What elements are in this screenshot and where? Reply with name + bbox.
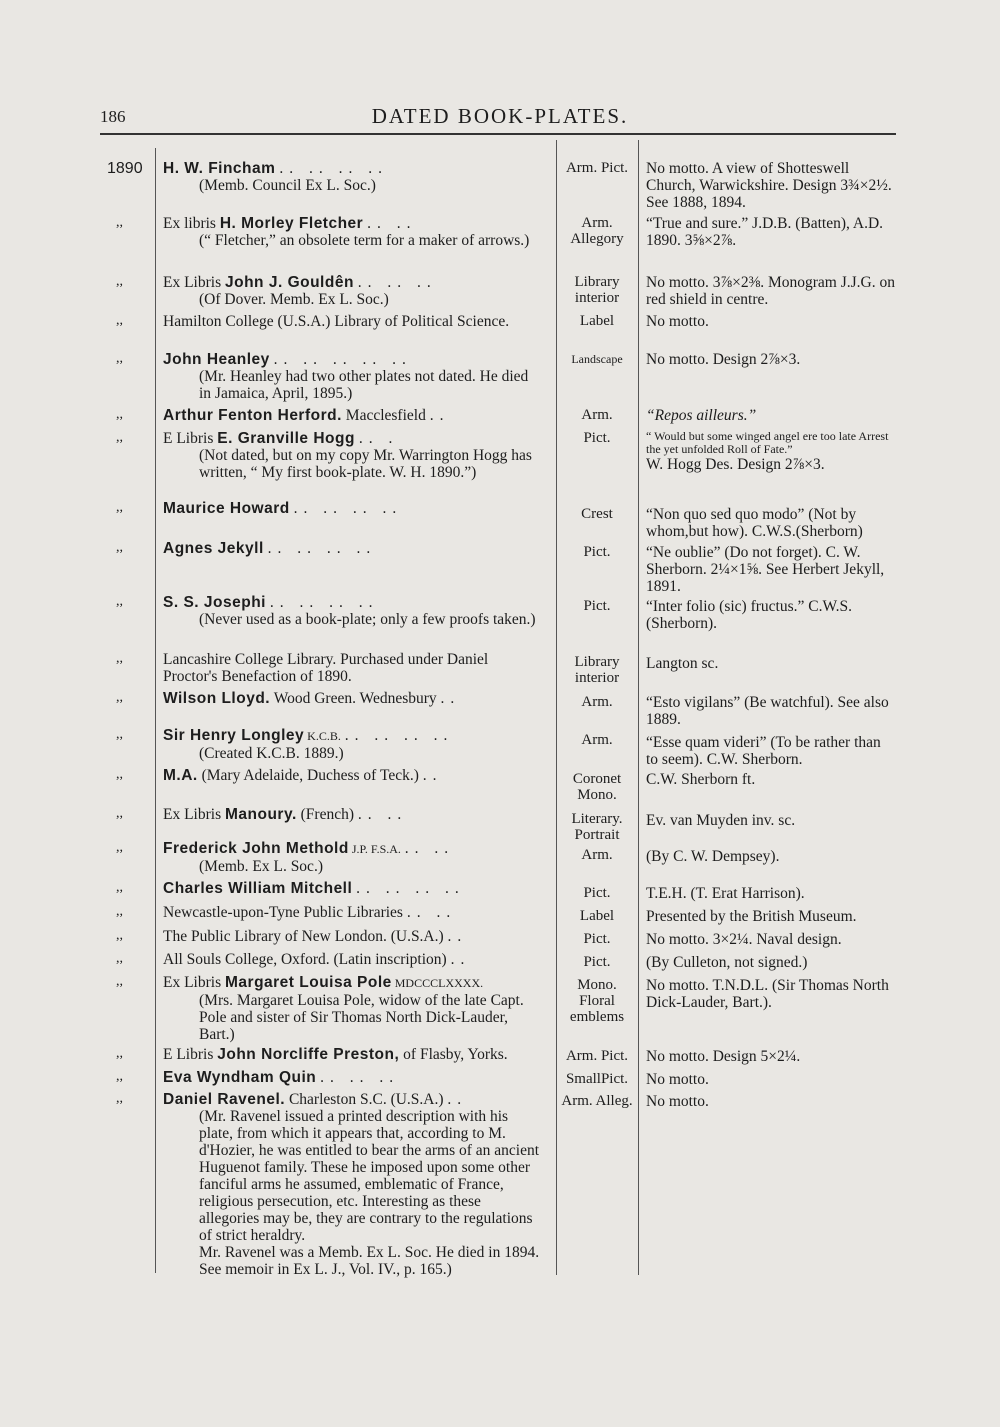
- leader-dots: .. ..: [404, 840, 455, 857]
- entry-description: The Public Library of New London. (U.S.A.) ..: [163, 928, 468, 945]
- column-divider-motto: [638, 140, 639, 1275]
- entry-name: Arthur Fenton Herford.: [163, 407, 342, 424]
- entry-ditto: ,,: [116, 313, 123, 328]
- entry-ditto: ,,: [116, 690, 123, 705]
- entry-kind: Pict.: [583, 931, 611, 947]
- entry-motto: No motto. 3×2¼. Naval design.: [646, 931, 842, 948]
- entry-description: [163, 160, 543, 194]
- entry-kind: Arm.: [581, 732, 613, 748]
- entry-motto: No motto. T.N.D.L. (Sir Thomas North Dick-Lauder, Bart.).: [646, 977, 889, 1011]
- entry-motto: “True and sure.” J.D.B. (Batten), A.D. 1890. 3⅝×2⅞.: [646, 215, 884, 249]
- entry-ditto: ,,: [116, 407, 123, 422]
- leader-dots: .. ..: [367, 215, 417, 232]
- entry-kind: Pict.: [583, 544, 611, 560]
- leader-dots: .. ..: [406, 904, 457, 921]
- entry-kind: Coronet Mono.: [572, 771, 622, 803]
- entry-description: Ex Libris Manoury. (French) .. ..: [163, 806, 408, 823]
- entry-year: 1890: [107, 160, 143, 177]
- entry-note: (Of Dover. Memb. Ex L. Soc.): [199, 291, 389, 308]
- entry-name: Sir Henry Longley: [163, 727, 305, 744]
- leader-dots: .. ..: [357, 806, 408, 823]
- entry-kind: Arm. Allegory: [570, 215, 624, 247]
- entry-motto: T.E.H. (T. Erat Harrison).: [646, 885, 805, 902]
- leader-dots: .. .. .. ..: [269, 594, 379, 611]
- entry-motto: C.W. Sherborn ft.: [646, 771, 756, 788]
- leader-dots: .. .. ..: [320, 1069, 400, 1086]
- entry-ditto: ,,: [116, 1069, 123, 1084]
- entry-ditto: ,,: [116, 651, 123, 666]
- entry-motto: Ev. van Muyden inv. sc.: [646, 812, 796, 829]
- entry-description: E Libris E. Granville Hogg .. . (Not dated, but on my copy Mr. Warrington Hogg has written, “ My first book-plate. W. H. 1890.”): [163, 430, 543, 481]
- entry-name: Maurice Howard: [163, 500, 290, 517]
- entry-ditto: ,,: [116, 594, 123, 609]
- entry-note: (Mr. Heanley had two other plates not dated. He died in Jamaica, April, 1895.): [199, 368, 529, 402]
- entry-ditto: ,,: [116, 215, 123, 230]
- entry-name: John Norcliffe Preston,: [217, 1046, 400, 1063]
- entry-ditto: ,,: [116, 880, 123, 895]
- entry-name: Agnes Jekyll: [163, 540, 264, 557]
- leader-dots: .. .. .. .. ..: [273, 351, 412, 368]
- entry-description: Frederick John Methold J.P. F.S.A. .. .. (Memb. Ex L. Soc.): [163, 840, 543, 875]
- leader-dots: ..: [422, 767, 443, 784]
- entry-motto: “Non quo sed quo modo” (Not by whom,but how). C.W.S.(Sherborn): [646, 506, 863, 540]
- entry-kind: Pict.: [583, 885, 611, 901]
- entry-name: Eva Wyndham Quin: [163, 1069, 317, 1086]
- leader-dots: ..: [440, 690, 461, 707]
- entry-kind: Label: [579, 908, 615, 924]
- entry-note: (Created K.C.B. 1889.): [199, 745, 344, 762]
- entry-description: E Libris John Norcliffe Preston, of Flasby, Yorks.: [163, 1046, 508, 1063]
- entry-ditto: ,,: [116, 767, 123, 782]
- entry-motto: No motto.: [646, 1071, 709, 1088]
- entry-description: [163, 594, 543, 628]
- entry-note: (“ Fletcher,” an obsolete term for a maker of arrows.): [199, 232, 530, 249]
- entry-motto: No motto.: [646, 1093, 709, 1110]
- entry-note: (Memb. Ex L. Soc.): [199, 858, 323, 875]
- entry-motto: (By Culleton, not signed.): [646, 954, 808, 971]
- entry-description: Ex Libris John J. Gouldên .. .. .. (Of Dover. Memb. Ex L. Soc.): [163, 274, 543, 308]
- page-number: 186: [100, 107, 126, 126]
- entry-motto: “Esto vigilans” (Be watchful). See also 1889.: [646, 694, 889, 728]
- entry-motto: No motto. 3⅞×2⅜. Monogram J.J.G. on red shield in centre.: [646, 274, 895, 308]
- entry-name: Charles William Mitchell: [163, 880, 353, 897]
- leader-dots: ..: [450, 951, 471, 968]
- entry-name: Wilson Lloyd.: [163, 690, 271, 707]
- entry-ditto: ,,: [116, 500, 123, 515]
- entry-name: H. W. Fincham: [163, 160, 276, 177]
- entry-kind: Arm.: [581, 847, 613, 863]
- entry-kind: Pict.: [583, 430, 611, 446]
- leader-dots: .. .. .. ..: [344, 727, 454, 744]
- entry-kind: Library interior: [574, 654, 620, 686]
- entry-description: Arthur Fenton Herford. Macclesfield ..: [163, 407, 450, 424]
- entry-description: All Souls College, Oxford. (Latin inscription) ..: [163, 951, 471, 968]
- entry-description: Ex libris H. Morley Fletcher .. .. (“ Fletcher,” an obsolete term for a maker of arrows.): [163, 215, 543, 249]
- leader-dots: ..: [429, 407, 450, 424]
- entry-ditto: ,,: [116, 274, 123, 289]
- entry-ditto: ,,: [116, 540, 123, 555]
- entry-motto: “Esse quam videri” (To be rather than to seem). C.W. Sherborn.: [646, 734, 881, 768]
- entry-ditto: ,,: [116, 928, 123, 943]
- entry-name: John J. Gouldên: [225, 274, 354, 291]
- entry-ditto: ,,: [116, 1091, 123, 1106]
- entry-note: (Never used as a book-plate; only a few proofs taken.): [199, 611, 536, 628]
- entry-ditto: ,,: [116, 974, 123, 989]
- entry-kind: Library interior: [574, 274, 620, 306]
- entry-name: John Heanley: [163, 351, 270, 368]
- entry-kind: Arm. Alleg.: [561, 1093, 633, 1109]
- entry-kind: Literary. Portrait: [571, 811, 623, 843]
- entry-ditto: ,,: [116, 1046, 123, 1061]
- entry-motto: “Repos ailleurs.”: [646, 407, 757, 424]
- entry-description: [163, 500, 543, 517]
- leader-dots: .. .. .. ..: [356, 880, 465, 897]
- entry-motto: “Ne oublie” (Do not forget). C. W. Sherborn. 2¼×1⅝. See Herbert Jekyll, 1891.: [646, 544, 885, 595]
- entry-kind: SmallPict.: [565, 1071, 629, 1087]
- leader-dots: .. .: [358, 430, 399, 447]
- entry-ditto: ,,: [116, 840, 123, 855]
- entry-note-continued: Mr. Ravenel was a Memb. Ex L. Soc. He died in 1894. See memoir in Ex L. J., Vol. IV., p. 165.): [199, 1244, 540, 1278]
- entry-note: (Mrs. Margaret Louisa Pole, widow of the late Capt. Pole and sister of Sir Thomas North Dick-Lauder, Bart.): [199, 992, 524, 1043]
- entry-motto: No motto.: [646, 313, 709, 330]
- leader-dots: ..: [447, 1091, 468, 1108]
- entry-motto: No motto. Design 2⅞×3.: [646, 351, 801, 368]
- entry-description: [163, 540, 543, 557]
- entry-note: (Mr. Ravenel issued a printed description with his plate, from which it appears that, according to M. d'Hozier, he was entitled to bear the arms of an ancient Huguenot family. These he imposed upon some other fanciful arms he assumed, emblematic of France, religious persecution, etc. Interesting as these allegories may be, they are contrary to the regulations of strict heraldry.: [199, 1108, 540, 1244]
- entry-kind: Arm.: [581, 694, 613, 710]
- entry-description: [163, 880, 543, 897]
- entry-name: Daniel Ravenel.: [163, 1091, 286, 1108]
- entry-name: Margaret Louisa Pole: [225, 974, 392, 991]
- entry-motto: (By C. W. Dempsey).: [646, 848, 780, 865]
- entry-motto: “ Would but some winged angel ere too late Arrest the yet unfolded Roll of Fate.” W. Hogg Des. Design 2⅞×3.: [646, 429, 889, 473]
- entry-name: Manoury.: [225, 806, 297, 823]
- column-divider-year: [155, 148, 156, 1273]
- entry-kind: Label: [579, 313, 615, 329]
- leader-dots: .. .. .. ..: [279, 160, 388, 177]
- entry-description: Newcastle-upon-Tyne Public Libraries .. ..: [163, 904, 457, 921]
- entry-ditto: ,,: [116, 430, 123, 445]
- entry-description: Ex Libris Margaret Louisa Pole MDCCCLXXXX. (Mrs. Margaret Louisa Pole, widow of the late Capt. Pole and sister of Sir Thomas North Dick-Lauder, Bart.): [163, 974, 543, 1043]
- entry-description: [163, 1069, 543, 1086]
- entry-name: E. Granville Hogg: [217, 430, 355, 447]
- entry-note: (Not dated, but on my copy Mr. Warrington Hogg has written, “ My first book-plate. W. H. 1890.”): [199, 447, 532, 481]
- entry-description: Lancashire College Library. Purchased under Daniel Proctor's Benefaction of 1890.: [163, 651, 489, 685]
- entry-kind: Landscape: [571, 352, 623, 366]
- entry-motto: Langton sc.: [646, 655, 719, 672]
- leader-dots: .. .. .. ..: [293, 500, 403, 517]
- entry-name: Frederick John Methold: [163, 840, 349, 857]
- entry-kind: Pict.: [583, 954, 611, 970]
- entry-name: S. S. Josephi: [163, 594, 266, 611]
- entry-motto: “Inter folio (sic) fructus.” C.W.S. (Sherborn).: [646, 598, 853, 632]
- entry-note: (Memb. Council Ex L. Soc.): [199, 177, 376, 194]
- entry-kind: Arm. Pict.: [565, 160, 629, 176]
- entry-description: M.A. (Mary Adelaide, Duchess of Teck.) ..: [163, 767, 443, 784]
- entry-description: Wilson Lloyd. Wood Green. Wednesbury ..: [163, 690, 461, 707]
- entry-name: M.A.: [163, 767, 198, 784]
- leader-dots: ..: [447, 928, 468, 945]
- header-rule: [100, 133, 896, 135]
- entry-description: Hamilton College (U.S.A.) Library of Political Science.: [163, 313, 510, 330]
- entry-kind: Crest: [581, 506, 613, 522]
- leader-dots: .. .. .. ..: [267, 540, 377, 557]
- entry-kind: Mono. Floral emblems: [569, 977, 625, 1025]
- entry-description: [163, 351, 543, 402]
- running-head: DATED BOOK-PLATES.: [371, 104, 629, 128]
- entry-ditto: ,,: [116, 351, 123, 366]
- entry-motto: No motto. A view of Shotteswell Church, Warwickshire. Design 3¾×2½. See 1888, 1894.: [646, 160, 892, 211]
- entry-description: Sir Henry Longley K.C.B. .. .. .. .. (Created K.C.B. 1889.): [163, 727, 543, 762]
- entry-ditto: ,,: [116, 951, 123, 966]
- entry-ditto: ,,: [116, 806, 123, 821]
- entry-ditto: ,,: [116, 904, 123, 919]
- entry-name: H. Morley Fletcher: [219, 215, 364, 232]
- entry-kind: Pict.: [583, 598, 611, 614]
- entry-kind: Arm.: [581, 407, 613, 423]
- entry-kind: Arm. Pict.: [565, 1048, 629, 1064]
- leader-dots: .. .. ..: [357, 274, 437, 291]
- entry-motto: Presented by the British Museum.: [646, 908, 857, 925]
- entry-description: Daniel Ravenel. Charleston S.C. (U.S.A.) .. (Mr. Ravenel issued a printed description with his plate, from which it appears that, according to M. d'Hozier, he was entitled to bear the arms of an ancient Huguenot family. These he imposed upon some other fanciful arms he assumed, emblematic of France, religious persecution, etc. Interesting as these allegories may be, they are contrary to the regulations of strict heraldry. Mr. Ravenel was a Memb. Ex L. Soc. He died in 1894. See memoir in Ex L. J., Vol. IV., p. 165.): [163, 1091, 543, 1278]
- entry-ditto: ,,: [116, 727, 123, 742]
- entry-motto: No motto. Design 5×2¼.: [646, 1048, 801, 1065]
- column-divider-kind: [556, 140, 557, 1275]
